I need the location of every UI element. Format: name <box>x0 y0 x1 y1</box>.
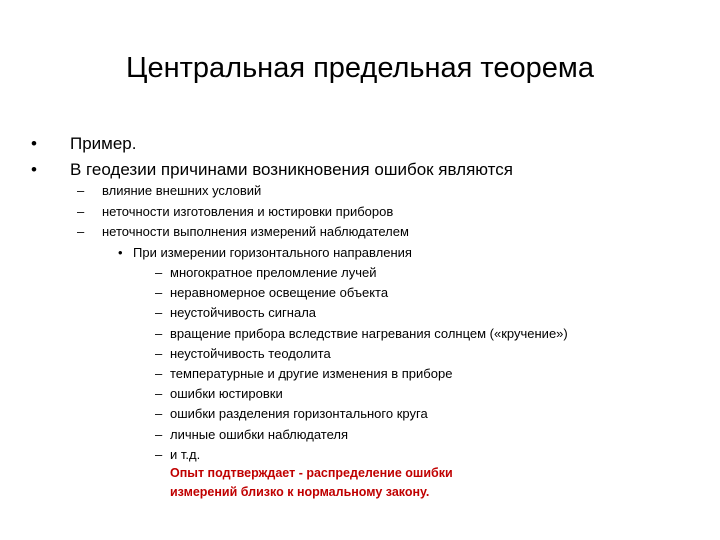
sub-item: неточности изготовления и юстировки приборов <box>102 204 394 219</box>
conclusion-line: Опыт подтверждает - распределение ошибки <box>170 466 453 480</box>
sub-item: влияние внешних условий <box>102 183 262 198</box>
bullet-example: Пример. <box>70 134 137 153</box>
dash-marker: – <box>77 204 85 219</box>
dash-marker: – <box>155 426 163 442</box>
dash-marker: – <box>155 386 163 402</box>
dash-marker: – <box>155 305 163 321</box>
dash-marker: – <box>155 406 163 422</box>
detail-item: вращение прибора вследствие нагревания солнцем («кручение») <box>170 325 568 341</box>
detail-item: неустойчивость теодолита <box>170 345 331 361</box>
dash-marker: – <box>155 265 163 280</box>
dash-marker: – <box>77 224 85 239</box>
detail-item: температурные и другие изменения в приборе <box>170 366 453 381</box>
bullet-marker: • <box>31 134 37 153</box>
detail-item: неравномерное освещение объекта <box>170 285 389 301</box>
conclusion-line: измерений близко к нормальному закону. <box>170 485 430 499</box>
detail-item: ошибки юстировки <box>170 386 283 402</box>
detail-item: неустойчивость сигнала <box>170 305 317 321</box>
dash-marker: – <box>77 183 85 198</box>
bullet-geodesy-errors: В геодезии причинами возникновения ошибок являются <box>70 160 513 179</box>
detail-item: многократное преломление лучей <box>170 265 377 280</box>
detail-item: личные ошибки наблюдателя <box>170 426 348 442</box>
dash-marker: – <box>155 345 163 361</box>
dash-marker: – <box>155 325 163 341</box>
bullet-marker: • <box>118 245 123 260</box>
dash-marker: – <box>155 446 163 462</box>
sub-item: неточности выполнения измерений наблюдателем <box>102 224 409 239</box>
detail-item: ошибки разделения горизонтального круга <box>170 406 428 422</box>
slide-title: Центральная предельная теорема <box>126 52 594 84</box>
dash-marker: – <box>155 285 163 301</box>
bullet-marker: • <box>31 160 37 179</box>
dash-marker: – <box>155 366 163 381</box>
detail-item: и т.д. <box>170 446 201 462</box>
sub-sub-item: При измерении горизонтального направления <box>133 245 412 260</box>
